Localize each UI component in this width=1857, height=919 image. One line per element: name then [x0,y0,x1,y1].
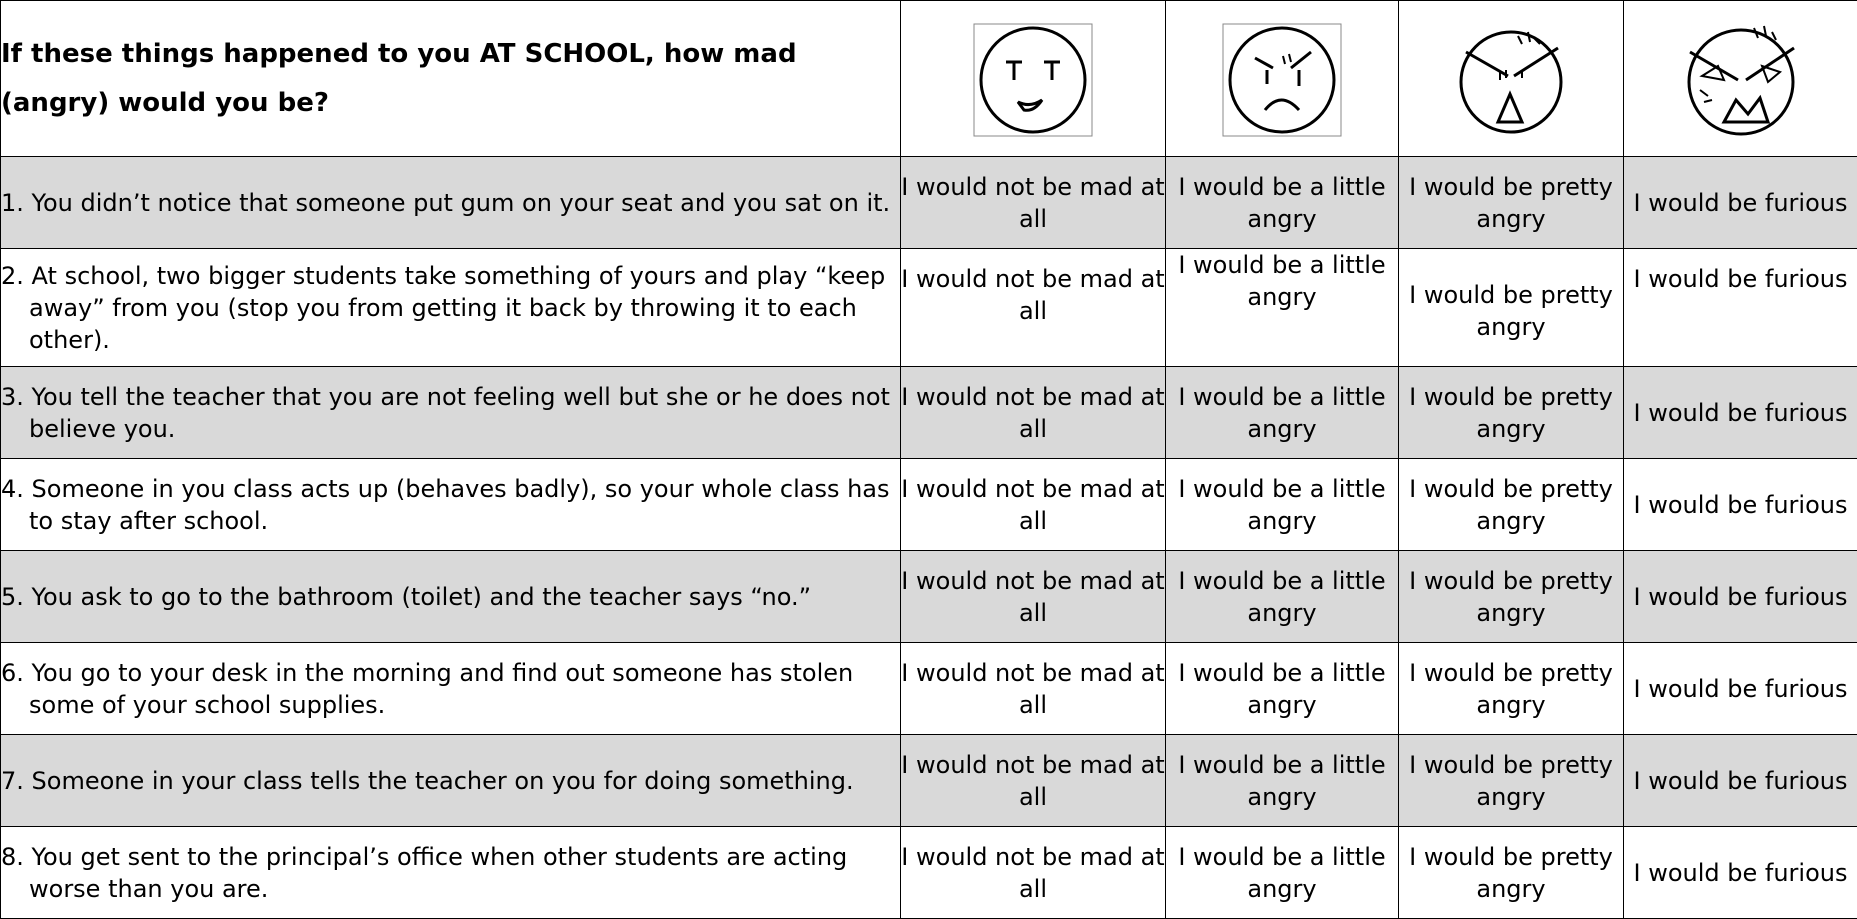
option-furious[interactable]: I would be furious [1624,735,1857,827]
option-pretty-angry[interactable]: I would be pretty angry [1399,249,1624,367]
question-text: 2. At school, two bigger students take something of yours and play “keep away” from you (stop you from getting it back by throwing it to each other). [1,260,900,356]
option-furious[interactable]: I would be furious [1624,551,1857,643]
option-pretty-angry[interactable]: I would be pretty angry [1399,643,1624,735]
question-text: 3. You tell the teacher that you are not feeling well but she or he does not believe you. [1,381,900,445]
question-row-4 [1,459,1857,551]
option-pretty-angry[interactable]: I would be pretty angry [1399,459,1624,551]
frowning-face-icon [1219,18,1345,140]
option-furious[interactable]: I would be furious [1624,367,1857,459]
option-not-mad[interactable]: I would not be mad at all [901,827,1166,919]
option-little-angry[interactable]: I would be a little angry [1166,249,1399,367]
option-little-angry[interactable]: I would be a little angry [1166,551,1399,643]
option-little-angry[interactable]: I would be a little angry [1166,157,1399,249]
header-row [1,1,1857,157]
option-not-mad[interactable]: I would not be mad at all [901,643,1166,735]
option-furious[interactable]: I would be furious [1624,249,1857,367]
option-pretty-angry[interactable]: I would be pretty angry [1399,551,1624,643]
question-text: 6. You go to your desk in the morning and find out someone has stolen some of your school supplies. [1,657,900,721]
option-furious[interactable]: I would be furious [1624,157,1857,249]
face-cell-1 [901,1,1166,157]
option-furious[interactable]: I would be furious [1624,459,1857,551]
option-not-mad[interactable]: I would not be mad at all [901,367,1166,459]
angry-face-icon [1448,18,1574,140]
question-row-7 [1,735,1857,827]
option-not-mad[interactable]: I would not be mad at all [901,249,1166,367]
question-row-5 [1,551,1857,643]
option-little-angry[interactable]: I would be a little angry [1166,367,1399,459]
question-text: 4. Someone in you class acts up (behaves badly), so your whole class has to stay after school. [1,473,900,537]
question-text: 8. You get sent to the principal’s office when other students are acting worse than you are. [1,841,900,905]
calm-face-icon [970,18,1096,140]
option-pretty-angry[interactable]: I would be pretty angry [1399,367,1624,459]
option-not-mad[interactable]: I would not be mad at all [901,157,1166,249]
survey-title: If these things happened to you AT SCHOOL, how mad (angry) would you be? [1,1,901,157]
question-text: 7. Someone in your class tells the teacher on you for doing something. [1,765,900,797]
option-little-angry[interactable]: I would be a little angry [1166,643,1399,735]
face-cell-2 [1166,1,1399,157]
question-text: 5. You ask to go to the bathroom (toilet) and the teacher says “no.” [1,581,900,613]
option-little-angry[interactable]: I would be a little angry [1166,827,1399,919]
question-text: 1. You didn’t notice that someone put gum on your seat and you sat on it. [1,187,900,219]
option-not-mad[interactable]: I would not be mad at all [901,551,1166,643]
face-cell-3 [1399,1,1624,157]
furious-face-icon [1678,18,1804,140]
question-row-2 [1,249,1857,367]
option-little-angry[interactable]: I would be a little angry [1166,735,1399,827]
face-cell-4 [1624,1,1857,157]
option-little-angry[interactable]: I would be a little angry [1166,459,1399,551]
option-not-mad[interactable]: I would not be mad at all [901,735,1166,827]
option-pretty-angry[interactable]: I would be pretty angry [1399,827,1624,919]
option-pretty-angry[interactable]: I would be pretty angry [1399,735,1624,827]
question-row-1 [1,157,1857,249]
option-furious[interactable]: I would be furious [1624,827,1857,919]
question-row-3 [1,367,1857,459]
question-row-8 [1,827,1857,919]
question-row-6 [1,643,1857,735]
option-not-mad[interactable]: I would not be mad at all [901,459,1166,551]
option-pretty-angry[interactable]: I would be pretty angry [1399,157,1624,249]
option-furious[interactable]: I would be furious [1624,643,1857,735]
